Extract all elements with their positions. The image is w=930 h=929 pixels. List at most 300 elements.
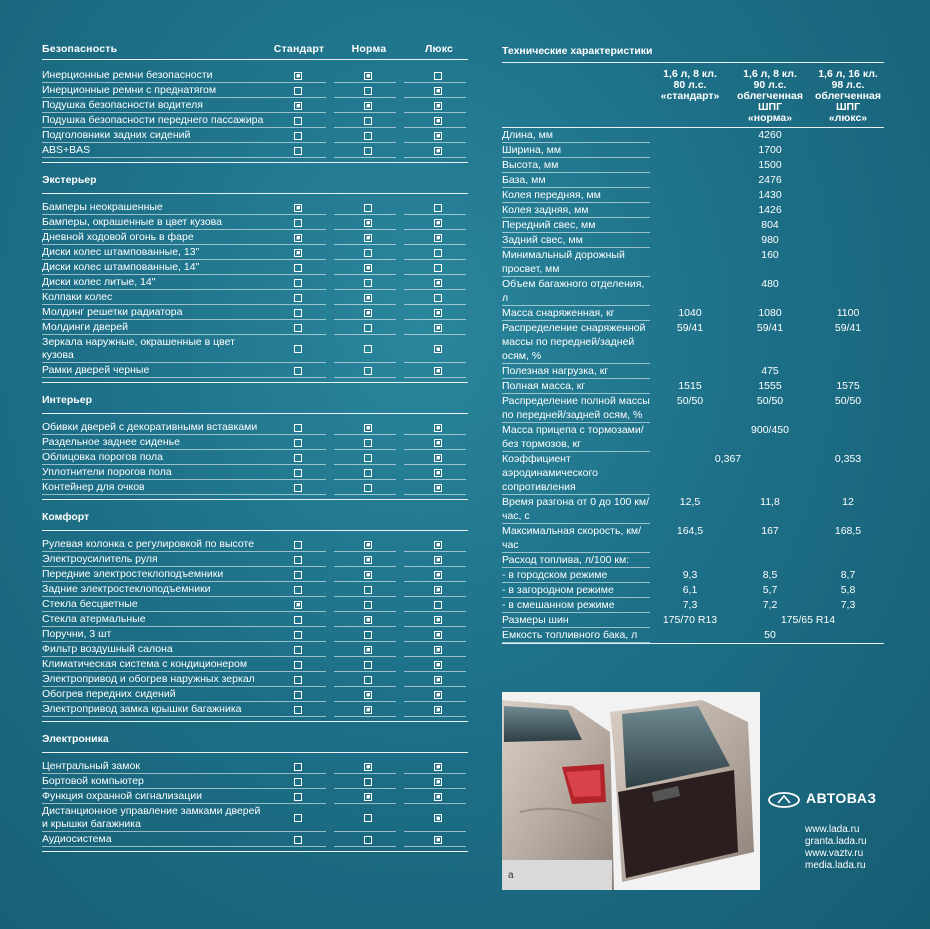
- col-standard: Стандарт: [273, 43, 325, 55]
- spec-value: 980: [761, 234, 779, 246]
- checkbox-empty-icon: [294, 836, 302, 844]
- spec-value: 12,5: [679, 496, 701, 508]
- spec-label: Емкость топливного бака, л: [502, 628, 650, 643]
- spec-row: [502, 203, 884, 218]
- checkbox-empty-icon: [294, 763, 302, 771]
- checkbox-empty-icon: [364, 814, 372, 822]
- checkbox-empty-icon: [294, 309, 302, 317]
- feature-label: Электроусилитель руля: [42, 553, 264, 567]
- feature-row: [42, 420, 468, 435]
- checkbox-checked-icon: [434, 484, 442, 492]
- checkbox-checked-icon: [434, 117, 442, 125]
- spec-row: [502, 306, 884, 321]
- checkbox-empty-icon: [294, 87, 302, 95]
- spec-value: 5,7: [762, 584, 778, 596]
- checkbox-checked-icon: [434, 147, 442, 155]
- feature-label: Стекла атермальные: [42, 613, 264, 627]
- equipment-section: [42, 506, 468, 722]
- spec-label: Расход топлива, л/100 км:: [502, 553, 650, 568]
- checkbox-checked-icon: [364, 234, 372, 242]
- spec-value: 59/41: [834, 322, 862, 334]
- feature-label: Бортовой компьютер: [42, 775, 264, 789]
- checkbox-empty-icon: [294, 691, 302, 699]
- spec-value: 175/65 R14: [780, 614, 836, 626]
- feature-label: Электропривод и обогрев наружных зеркал: [42, 673, 264, 687]
- feature-row: [42, 612, 468, 627]
- brand-links: [805, 824, 867, 872]
- feature-label: Уплотнители порогов пола: [42, 466, 264, 480]
- feature-row: [42, 687, 468, 702]
- spec-value: 160: [761, 249, 779, 261]
- checkbox-empty-icon: [364, 324, 372, 332]
- spec-value: 167: [761, 525, 779, 537]
- link-vaztv[interactable]: www.vaztv.ru: [805, 848, 864, 859]
- checkbox-checked-icon: [294, 102, 302, 110]
- checkbox-empty-icon: [294, 793, 302, 801]
- spec-row: [502, 628, 884, 643]
- checkbox-empty-icon: [364, 367, 372, 375]
- checkbox-empty-icon: [434, 601, 442, 609]
- spec-value: 5,8: [840, 584, 856, 596]
- checkbox-empty-icon: [294, 541, 302, 549]
- spec-label: Ширина, мм: [502, 143, 650, 158]
- checkbox-checked-icon: [434, 439, 442, 447]
- spec-row: [502, 173, 884, 188]
- spec-value: 50/50: [834, 395, 862, 407]
- spec-value: 480: [761, 278, 779, 290]
- checkbox-checked-icon: [434, 132, 442, 140]
- feature-row: [42, 290, 468, 305]
- checkbox-checked-icon: [434, 571, 442, 579]
- checkbox-checked-icon: [434, 234, 442, 242]
- col-norma: Норма: [351, 43, 387, 55]
- checkbox-empty-icon: [364, 836, 372, 844]
- specs-column-header: [808, 69, 888, 124]
- checkbox-empty-icon: [294, 147, 302, 155]
- feature-row: [42, 305, 468, 320]
- spec-label: Масса снаряженная, кг: [502, 306, 650, 321]
- spec-value: 2476: [758, 174, 782, 186]
- feature-label: Дневной ходовой огонь в фаре: [42, 231, 264, 245]
- checkbox-checked-icon: [364, 219, 372, 227]
- checkbox-checked-icon: [434, 676, 442, 684]
- feature-row: [42, 597, 468, 612]
- checkbox-checked-icon: [434, 646, 442, 654]
- spec-value: 1426: [758, 204, 782, 216]
- checkbox-checked-icon: [434, 814, 442, 822]
- checkbox-checked-icon: [434, 691, 442, 699]
- checkbox-empty-icon: [294, 324, 302, 332]
- section-title: Комфорт: [42, 506, 468, 531]
- checkbox-empty-icon: [364, 117, 372, 125]
- checkbox-empty-icon: [294, 616, 302, 624]
- checkbox-empty-icon: [294, 439, 302, 447]
- checkbox-checked-icon: [294, 72, 302, 80]
- spec-value: 1500: [758, 159, 782, 171]
- checkbox-empty-icon: [294, 219, 302, 227]
- checkbox-checked-icon: [434, 616, 442, 624]
- feature-row: [42, 672, 468, 687]
- feature-row: [42, 363, 468, 378]
- specs-column-headers: [502, 63, 884, 127]
- feature-label: Инерционные ремни с преднатягом: [42, 84, 264, 98]
- feature-row: [42, 537, 468, 552]
- spec-value: 12: [842, 496, 854, 508]
- checkbox-empty-icon: [434, 264, 442, 272]
- checkbox-empty-icon: [294, 279, 302, 287]
- feature-label: Подушка безопасности переднего пассажира: [42, 114, 264, 126]
- spec-label: - в смешанном режиме: [502, 598, 650, 613]
- checkbox-checked-icon: [434, 706, 442, 714]
- checkbox-empty-icon: [364, 631, 372, 639]
- checkbox-checked-icon: [434, 586, 442, 594]
- equipment-body: [42, 60, 468, 852]
- checkbox-empty-icon: [294, 469, 302, 477]
- checkbox-checked-icon: [434, 661, 442, 669]
- feature-row: [42, 320, 468, 335]
- section-title: Интерьер: [42, 389, 468, 414]
- checkbox-checked-icon: [434, 541, 442, 549]
- checkbox-empty-icon: [434, 294, 442, 302]
- svg-text:a: a: [508, 870, 514, 881]
- checkbox-checked-icon: [434, 631, 442, 639]
- spec-value: 11,8: [760, 496, 780, 508]
- feature-row: [42, 275, 468, 290]
- checkbox-empty-icon: [434, 204, 442, 212]
- spec-row: [502, 218, 884, 233]
- feature-row: [42, 642, 468, 657]
- spec-row: [502, 321, 884, 364]
- feature-row: [42, 260, 468, 275]
- spec-value: 1700: [758, 144, 782, 156]
- feature-label: Диски колес штампованные, 14": [42, 261, 264, 275]
- checkbox-checked-icon: [364, 763, 372, 771]
- checkbox-empty-icon: [364, 132, 372, 140]
- checkbox-empty-icon: [364, 454, 372, 462]
- spec-value: 0,353: [834, 453, 862, 465]
- spec-row: [502, 188, 884, 203]
- equipment-header: [42, 40, 468, 60]
- feature-row: [42, 657, 468, 672]
- spec-label: Высота, мм: [502, 158, 650, 173]
- feature-row: [42, 832, 468, 847]
- spec-row: [502, 423, 884, 452]
- spec-value: 50: [764, 629, 776, 641]
- spec-row: [502, 158, 884, 173]
- checkbox-checked-icon: [364, 706, 372, 714]
- checkbox-empty-icon: [294, 424, 302, 432]
- spec-row: [502, 143, 884, 158]
- feature-row: [42, 435, 468, 450]
- feature-row: [42, 759, 468, 774]
- feature-row: [42, 480, 468, 495]
- checkbox-checked-icon: [434, 424, 442, 432]
- checkbox-empty-icon: [294, 345, 302, 353]
- spec-label: Коэффициент аэродинамического сопротивления: [502, 452, 650, 495]
- specs-title: Технические характеристики: [502, 40, 884, 63]
- spec-value: 8,7: [840, 569, 856, 581]
- equipment-section: [42, 389, 468, 500]
- spec-value: 7,3: [840, 599, 856, 611]
- checkbox-empty-icon: [294, 484, 302, 492]
- checkbox-checked-icon: [364, 571, 372, 579]
- spec-value: 164,5: [676, 525, 704, 537]
- spec-label: Передний свес, мм: [502, 218, 650, 233]
- equipment-section: [42, 60, 468, 163]
- feature-row: [42, 789, 468, 804]
- spec-value: 4260: [758, 129, 782, 141]
- checkbox-checked-icon: [434, 556, 442, 564]
- checkbox-empty-icon: [364, 147, 372, 155]
- checkbox-empty-icon: [364, 661, 372, 669]
- feature-label: Диски колес штампованные, 13": [42, 246, 264, 260]
- checkbox-checked-icon: [434, 219, 442, 227]
- feature-label: Молдинг решетки радиатора: [42, 306, 264, 320]
- checkbox-empty-icon: [364, 586, 372, 594]
- checkbox-empty-icon: [294, 117, 302, 125]
- brand-name: АВТОВАЗ: [806, 790, 877, 806]
- feature-label: Подушка безопасности водителя: [42, 99, 264, 113]
- section-title: Экстерьер: [42, 169, 468, 194]
- checkbox-empty-icon: [294, 646, 302, 654]
- spec-row: [502, 248, 884, 277]
- feature-row: [42, 774, 468, 789]
- specs-column-header-line: «норма»: [747, 112, 793, 124]
- spec-value: 175/70 R13: [662, 614, 718, 626]
- specs-column-header-line: 1,6 л, 16 кл.: [818, 68, 878, 80]
- feature-label: Бамперы неокрашенные: [42, 201, 264, 215]
- spec-value: 6,1: [682, 584, 698, 596]
- section-title: Электроника: [42, 728, 468, 753]
- feature-row: [42, 245, 468, 260]
- checkbox-checked-icon: [364, 424, 372, 432]
- spec-row: [502, 277, 884, 306]
- feature-row: [42, 465, 468, 480]
- feature-label: Подголовники задних сидений: [42, 129, 264, 143]
- spec-label: Объем багажного отделения, л: [502, 277, 650, 306]
- feature-label: Функция охранной сигнализации: [42, 790, 264, 804]
- checkbox-empty-icon: [364, 345, 372, 353]
- link-lada[interactable]: www.lada.ru: [805, 824, 860, 835]
- checkbox-empty-icon: [294, 132, 302, 140]
- specs-column-header-line: 80 л.с.: [673, 79, 707, 91]
- spec-row: [502, 524, 884, 553]
- specs-table: [502, 40, 884, 644]
- specs-column-header-line: ШПГ: [835, 101, 861, 113]
- equipment-section: [42, 728, 468, 852]
- checkbox-checked-icon: [294, 601, 302, 609]
- spec-row: [502, 128, 884, 143]
- checkbox-checked-icon: [364, 793, 372, 801]
- spec-row: [502, 553, 884, 568]
- checkbox-empty-icon: [294, 814, 302, 822]
- checkbox-empty-icon: [364, 249, 372, 257]
- checkbox-checked-icon: [364, 309, 372, 317]
- link-granta[interactable]: granta.lada.ru: [805, 836, 867, 847]
- checkbox-empty-icon: [364, 469, 372, 477]
- spec-value: 475: [761, 365, 779, 377]
- checkbox-empty-icon: [294, 631, 302, 639]
- spec-label: Колея задняя, мм: [502, 203, 650, 218]
- checkbox-checked-icon: [434, 324, 442, 332]
- checkbox-checked-icon: [364, 102, 372, 110]
- checkbox-checked-icon: [434, 454, 442, 462]
- spec-value: 8,5: [762, 569, 778, 581]
- checkbox-checked-icon: [434, 778, 442, 786]
- feature-row: [42, 128, 468, 143]
- feature-label: Молдинги дверей: [42, 321, 264, 335]
- spec-value: 1555: [758, 380, 782, 392]
- specs-column-header-line: облегченная: [737, 90, 803, 102]
- feature-row: [42, 113, 468, 128]
- feature-label: Обогрев передних сидений: [42, 688, 264, 702]
- spec-row: [502, 495, 884, 524]
- spec-label: Колея передняя, мм: [502, 188, 650, 203]
- checkbox-empty-icon: [434, 72, 442, 80]
- feature-label: Передние электростеклоподъемники: [42, 568, 264, 582]
- spec-label: Масса прицепа с тормозами/без тормозов, кг: [502, 423, 650, 452]
- checkbox-checked-icon: [364, 294, 372, 302]
- feature-row: [42, 83, 468, 98]
- spec-row: [502, 233, 884, 248]
- checkbox-empty-icon: [294, 264, 302, 272]
- spec-label: Максимальная скорость, км/час: [502, 524, 650, 553]
- feature-label: Раздельное заднее сиденье: [42, 436, 264, 450]
- spec-label: Минимальный дорожный просвет, мм: [502, 248, 650, 277]
- specs-column-header-line: облегченная: [815, 90, 881, 102]
- checkbox-empty-icon: [294, 367, 302, 375]
- spec-value: 168,5: [834, 525, 862, 537]
- spec-label: Время разгона от 0 до 100 км/час, с: [502, 496, 650, 522]
- spec-label: Длина, мм: [502, 128, 650, 143]
- specs-column-header-line: «люкс»: [828, 112, 868, 124]
- feature-row: [42, 552, 468, 567]
- feature-row: [42, 567, 468, 582]
- feature-row: [42, 702, 468, 717]
- feature-label: Поручни, 3 шт: [42, 628, 264, 642]
- checkbox-checked-icon: [434, 309, 442, 317]
- spec-value: 59/41: [676, 322, 704, 334]
- spec-row: [502, 583, 884, 598]
- feature-row: [42, 804, 468, 832]
- checkbox-checked-icon: [364, 264, 372, 272]
- spec-value: 50/50: [676, 395, 704, 407]
- checkbox-checked-icon: [364, 646, 372, 654]
- spec-value: 50/50: [756, 395, 784, 407]
- spec-value: 1515: [678, 380, 702, 392]
- car-photo: [502, 692, 760, 890]
- checkbox-checked-icon: [364, 541, 372, 549]
- equipment-table: [42, 40, 468, 852]
- col-lux: Люкс: [424, 43, 454, 55]
- spec-label: - в городском режиме: [502, 568, 650, 583]
- feature-label: Колпаки колес: [42, 291, 264, 305]
- feature-label: Обивки дверей с декоративными вставками: [42, 421, 264, 435]
- spec-row: [502, 598, 884, 613]
- checkbox-checked-icon: [364, 556, 372, 564]
- checkbox-checked-icon: [434, 102, 442, 110]
- spec-value: 59/41: [756, 322, 784, 334]
- feature-label: Фильтр воздушный салона: [42, 643, 264, 657]
- spec-label: Распределение снаряженной массы по передней/задней осям, %: [502, 321, 650, 364]
- spec-value: 804: [761, 219, 779, 231]
- checkbox-checked-icon: [434, 367, 442, 375]
- feature-row: [42, 68, 468, 83]
- spec-value: 1100: [836, 307, 860, 319]
- feature-label: Стекла бесцветные: [42, 598, 264, 612]
- spec-value: 7,2: [762, 599, 778, 611]
- feature-row: [42, 230, 468, 245]
- spec-value: 1575: [836, 380, 860, 392]
- feature-row: [42, 627, 468, 642]
- checkbox-empty-icon: [364, 676, 372, 684]
- checkbox-empty-icon: [294, 294, 302, 302]
- specs-column-header: [730, 69, 810, 124]
- checkbox-empty-icon: [364, 279, 372, 287]
- checkbox-empty-icon: [294, 676, 302, 684]
- feature-label: Дистанционное управление замками дверей и крышки багажника: [42, 805, 264, 832]
- section-title-safety: Безопасность: [42, 43, 118, 55]
- feature-row: [42, 200, 468, 215]
- feature-label: Аудиосистема: [42, 833, 264, 847]
- checkbox-empty-icon: [294, 454, 302, 462]
- feature-row: [42, 450, 468, 465]
- feature-label: Электропривод замка крышки багажника: [42, 703, 264, 717]
- checkbox-empty-icon: [364, 204, 372, 212]
- checkbox-checked-icon: [434, 345, 442, 353]
- spec-row: [502, 394, 884, 423]
- specs-column-header-line: 90 л.с.: [753, 79, 787, 91]
- specs-body: [502, 127, 884, 644]
- spec-label: Распределение полной массы по передней/задней осям, %: [502, 395, 650, 421]
- checkbox-empty-icon: [294, 586, 302, 594]
- feature-row: [42, 582, 468, 597]
- feature-label: Контейнер для очков: [42, 481, 264, 495]
- spec-label: Размеры шин: [502, 613, 650, 628]
- spec-row: [502, 568, 884, 583]
- spec-label: Задний свес, мм: [502, 233, 650, 248]
- specs-column-header-line: 1,6 л, 8 кл.: [663, 68, 717, 80]
- checkbox-empty-icon: [294, 556, 302, 564]
- specs-column-header: [650, 69, 730, 102]
- checkbox-checked-icon: [364, 616, 372, 624]
- feature-row: [42, 335, 468, 363]
- checkbox-checked-icon: [364, 72, 372, 80]
- spec-row: [502, 364, 884, 379]
- specs-column-header-line: «стандарт»: [660, 90, 720, 102]
- checkbox-checked-icon: [434, 793, 442, 801]
- feature-label: Рамки дверей черные: [42, 364, 264, 378]
- checkbox-checked-icon: [434, 763, 442, 771]
- feature-label: Зеркала наружные, окрашенные в цвет кузова: [42, 336, 264, 363]
- feature-label: Диски колес литые, 14": [42, 276, 264, 290]
- spec-row: [502, 379, 884, 394]
- feature-label: ABS+BAS: [42, 144, 264, 158]
- checkbox-empty-icon: [364, 601, 372, 609]
- feature-label: Бамперы, окрашенные в цвет кузова: [42, 216, 264, 230]
- spec-value: 1430: [758, 189, 782, 201]
- link-media[interactable]: media.lada.ru: [805, 860, 866, 871]
- spec-row: [502, 452, 884, 495]
- spec-value: 7,3: [682, 599, 698, 611]
- feature-label: Рулевая колонка с регулировкой по высоте: [42, 538, 264, 552]
- spec-value: 1040: [678, 307, 702, 319]
- checkbox-empty-icon: [294, 661, 302, 669]
- equipment-section: [42, 169, 468, 383]
- checkbox-empty-icon: [294, 571, 302, 579]
- spec-value: 900/450: [751, 424, 789, 436]
- feature-row: [42, 143, 468, 158]
